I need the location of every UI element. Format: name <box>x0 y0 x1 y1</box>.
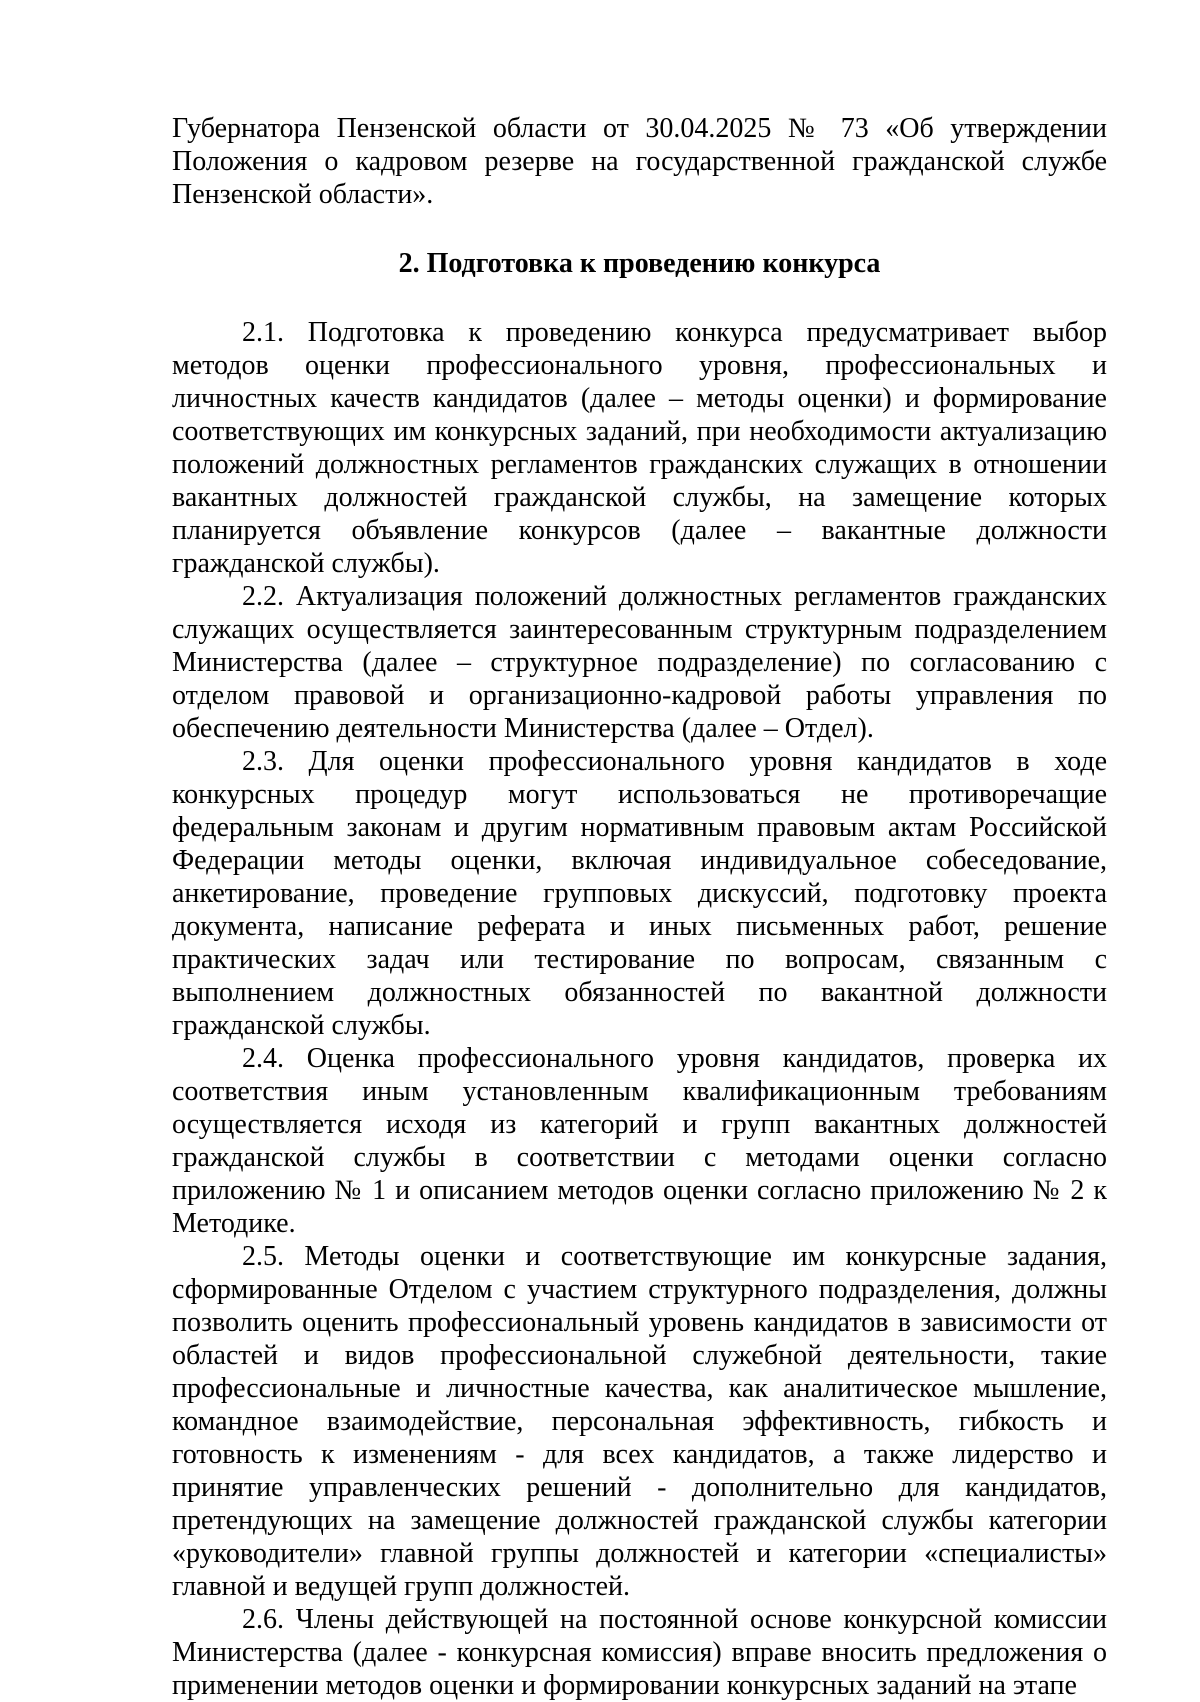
paragraph-2-4: 2.4. Оценка профессионального уровня кандидатов, проверка их соответствия иным установленным квалификационным требованиям осуществляется исходя из категорий и групп вакантных должностей гражданской службы в соответствии с методами оценки согласно приложению № 1 и описанием методов оценки согласно приложению № 2 к Методике. <box>172 1043 1107 1239</box>
paragraph-2-1: 2.1. Подготовка к проведению конкурса предусматривает выбор методов оценки профессионального уровня, профессиональных и личностных качеств кандидатов (далее – методы оценки) и формирование соответствующих им конкурсных заданий, при необходимости актуализацию положений должностных регламентов гражданских служащих в отношении вакантных должностей гражданской службы, на замещение которых планируется объявление конкурсов (далее – вакантные должности гражданской службы). <box>172 317 1107 579</box>
paragraph-2-6: 2.6. Члены действующей на постоянной основе конкурсной комиссии Министерства (далее - конкурсная комиссия) вправе вносить предложения о применении методов оценки и формировании конкурсных заданий на этапе <box>172 1604 1107 1701</box>
paragraph-2-5: 2.5. Методы оценки и соответствующие им конкурсные задания, сформированные Отделом с участием структурного подразделения, должны позволить оценить профессиональный уровень кандидатов в зависимости от областей и видов профессиональной служебной деятельности, такие профессиональные и личностные качества, как аналитическое мышление, командное взаимодействие, персональная эффективность, гибкость и готовность к изменениям - для всех кандидатов, а также лидерство и принятие управленческих решений - дополнительно для кандидатов, претендующих на замещение должностей гражданской службы категории «руководители» главной группы должностей и категории «специалисты» главной и ведущей групп должностей. <box>172 1241 1107 1602</box>
section-heading: 2. Подготовка к проведению конкурса <box>398 248 881 279</box>
paragraph-2-2: 2.2. Актуализация положений должностных регламентов гражданских служащих осуществляется заинтересованным структурным подразделением Министерства (далее – структурное подразделение) по согласованию с отделом правовой и организационно-кадровой работы управления по обеспечению деятельности Министерства (далее – Отдел). <box>172 581 1107 744</box>
paragraph-2-3: 2.3. Для оценки профессионального уровня кандидатов в ходе конкурсных процедур могут использоваться не противоречащие федеральным законам и другим нормативным правовым актам Российской Федерации методы оценки, включая индивидуальное собеседование, анкетирование, проведение групповых дискуссий, подготовку проекта документа, написание реферата и иных письменных работ, решение практических задач или тестирование по вопросам, связанным с выполнением должностных обязанностей по вакантной должности гражданской службы. <box>172 746 1107 1041</box>
intro-paragraph: Губернатора Пензенской области от 30.04.2025 № 73 «Об утверждении Положения о кадровом резерве на государственной гражданской службе Пензенской области». <box>172 113 1107 210</box>
